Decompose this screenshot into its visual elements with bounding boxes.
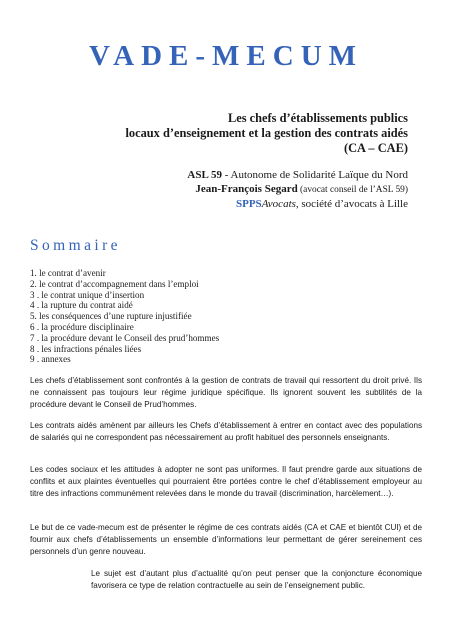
toc-item: 7 . la procédure devant le Conseil des prud’hommes: [30, 332, 220, 343]
org-line-firm: [48, 197, 408, 211]
organization-block: [48, 168, 408, 211]
document-title: VADE-MECUM: [88, 40, 364, 72]
body-paragraph: Les codes sociaux et les attitudes à adopter ne sont pas uniformes. Il faut prendre garde aux situations de conflits et aux plaintes éventuelles qui pourraient être portées contre le chef d’établissement employeur au titre des infractions communément relevées dans le monde du travail (discrimination, harcèlement…).: [30, 465, 422, 499]
toc-item: 4 . la rupture du contrat aidé: [30, 300, 133, 311]
toc-item: 2. le contrat d’accompagnement dans l’emploi: [30, 278, 199, 289]
body-paragraph: Les contrats aidés amènent par ailleurs les Chefs d’établissement à entrer en contact avec des populations de salariés qui ne correspondent pas nécessairement au profit habituel des personnels enseignants.: [30, 421, 422, 443]
subtitle-line: (CA – CAE): [343, 141, 408, 155]
sommaire-heading: Sommaire: [30, 237, 121, 254]
firm-logo-avocats: Avocats: [261, 198, 296, 210]
toc-item: 6 . la procédure disciplinaire: [30, 321, 134, 332]
toc-item: 3 . le contrat unique d’insertion: [30, 289, 145, 300]
subtitle-line: Les chefs d’établissements publics: [227, 111, 408, 125]
firm-logo-sp: SPPS: [236, 198, 262, 210]
toc-item: 8 . les infractions pénales liées: [30, 343, 142, 354]
org-line-lawyer: [48, 182, 408, 197]
lawyer-name: Jean-François Segard: [195, 183, 298, 195]
toc-item: 9 . annexes: [30, 354, 71, 365]
toc-item: 5. les conséquences d’une rupture injustifiée: [30, 311, 192, 322]
firm-description: , société d’avocats à Lille: [295, 198, 408, 210]
lawyer-note: (avocat conseil de l’ASL 59): [297, 185, 408, 195]
subtitle-line: locaux d’enseignement et la gestion des contrats aidés: [125, 126, 408, 140]
body-paragraph: Les chefs d’établissement sont confrontés à la gestion de contrats de travail qui ressortent du droit privé. Ils ne connaissent pas toujours leur régime juridique spécifique. Ils ignorent souvent les subtilités de la procédure devant le Conseil de Prud’hommes.: [30, 376, 422, 410]
body-paragraph: Le but de ce vade-mecum est de présenter le régime de ces contrats aidés (CA et CAE et bientôt CUI) et de fournir aux chefs d’établissements un ensemble d’informations leur permettant de gérer sereinement ces personnels d’un genre nouveau.: [30, 523, 422, 557]
org-line-asl: [48, 168, 408, 182]
body-paragraph: Le sujet est d’autant plus d’actualité qu’on peut penser que la conjoncture économique favorisera ce type de relation contractuelle au sein de l’enseignement public.: [91, 569, 422, 591]
asl-description: - Autonome de Solidarité Laïque du Nord: [221, 169, 408, 181]
asl-name: ASL 59: [187, 169, 222, 181]
document-subtitle: [68, 111, 408, 156]
toc-item: 1. le contrat d’avenir: [30, 268, 106, 278]
table-of-contents: [30, 268, 219, 365]
